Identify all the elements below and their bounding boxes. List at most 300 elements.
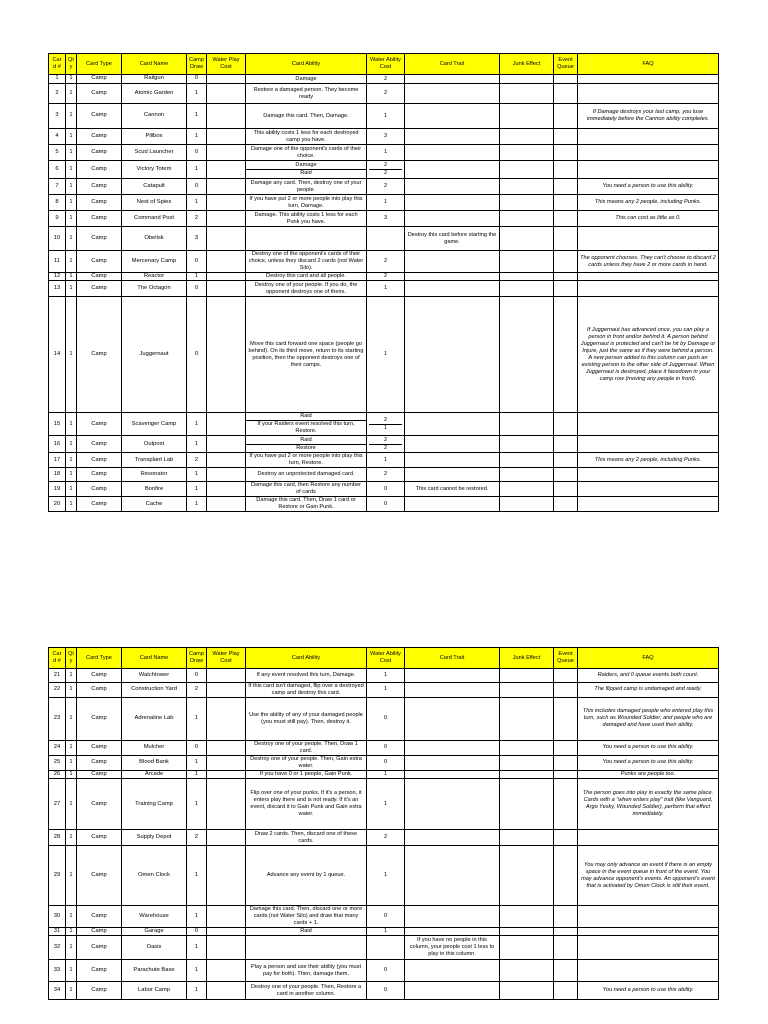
cell-card-type: Camp <box>77 779 122 830</box>
cell-camp-draw: 2 <box>187 453 207 468</box>
table-row <box>49 468 719 482</box>
cell-water-play-cost <box>207 936 246 960</box>
table-row <box>49 84 719 104</box>
cell-card-trait <box>405 161 500 179</box>
cell-card-name: Warehouse <box>122 906 187 928</box>
cell-card-type: Camp <box>77 84 122 104</box>
cell-camp-draw: 2 <box>187 830 207 846</box>
cell-card-ability: If you have put 2 or more people into play this turn, Restore. <box>246 453 367 468</box>
cell-faq <box>578 906 719 928</box>
cell-water-play-cost <box>207 297 246 413</box>
cell-water-ability-cost: 2 <box>367 830 405 846</box>
cell-qty: 1 <box>66 697 77 740</box>
cell-card-trait <box>405 453 500 468</box>
cell-event-queue <box>554 928 578 936</box>
table-row <box>49 251 719 273</box>
cell-card-type: Camp <box>77 211 122 227</box>
cell-card-num: 2 <box>49 84 66 104</box>
cell-faq: This includes damaged people who entered play this turn, such as Wounded Soldier, and people who are damaged and have used their ability. <box>578 697 719 740</box>
cell-card-num: 31 <box>49 928 66 936</box>
header-row <box>49 648 719 669</box>
cell-water-ability-cost: 0 <box>367 697 405 740</box>
cell-event-queue <box>554 497 578 512</box>
cell-card-ability: Destroy one of your people. Then, Draw 1 card. <box>246 740 367 755</box>
cell-event-queue <box>554 846 578 906</box>
cell-water-play-cost <box>207 468 246 482</box>
cell-card-name: Transplant Lab <box>122 453 187 468</box>
cell-card-trait <box>405 830 500 846</box>
cell-faq <box>578 161 719 179</box>
cell-card-num: 5 <box>49 145 66 161</box>
cell-card-trait <box>405 697 500 740</box>
cell-card-num: 13 <box>49 281 66 297</box>
cell-card-name: Railgun <box>122 75 187 84</box>
cell-card-name: Obelisk <box>122 227 187 251</box>
cell-card-type: Camp <box>77 75 122 84</box>
cell-junk-effect <box>500 453 554 468</box>
cell-card-ability: Destroy this card and all people. <box>246 273 367 281</box>
column-header-junk-effect: Junk Effect <box>500 54 554 75</box>
cell-card-trait <box>405 195 500 211</box>
cell-water-play-cost <box>207 697 246 740</box>
cell-qty: 1 <box>66 928 77 936</box>
cell-faq: You need a person to use this ability. <box>578 755 719 770</box>
cell-card-name: Labor Camp <box>122 982 187 1000</box>
column-header-card-type: Card Type <box>77 54 122 75</box>
table-row <box>49 436 719 453</box>
cell-camp-draw: 1 <box>187 846 207 906</box>
cell-card-num: 12 <box>49 273 66 281</box>
cell-card-type: Camp <box>77 740 122 755</box>
table-row <box>49 75 719 84</box>
cell-card-ability: Advance any event by 1 queue. <box>246 846 367 906</box>
cell-card-type: Camp <box>77 413 122 436</box>
table-row <box>49 755 719 770</box>
cell-water-ability-cost: 0 <box>367 906 405 928</box>
cell-event-queue <box>554 227 578 251</box>
cell-junk-effect <box>500 936 554 960</box>
column-header-camp-draw: Camp Draw <box>187 54 207 75</box>
cell-card-type: Camp <box>77 281 122 297</box>
cell-camp-draw: 1 <box>187 161 207 179</box>
cell-water-ability-cost: 1 <box>367 281 405 297</box>
column-header-card-trait: Card Trait <box>405 54 500 75</box>
cell-qty: 1 <box>66 297 77 413</box>
cell-junk-effect <box>500 468 554 482</box>
cell-qty: 1 <box>66 936 77 960</box>
cell-water-ability-cost: 2 <box>367 468 405 482</box>
table-row <box>49 497 719 512</box>
cell-camp-draw: 1 <box>187 84 207 104</box>
cell-card-ability: If you have put 2 or more people into play this turn, Damage. <box>246 195 367 211</box>
cell-card-num: 24 <box>49 740 66 755</box>
cell-event-queue <box>554 453 578 468</box>
column-header-water-play-cost: Water Play Cost <box>207 54 246 75</box>
cell-qty: 1 <box>66 468 77 482</box>
cell-faq <box>578 84 719 104</box>
cell-card-type: Camp <box>77 830 122 846</box>
cell-water-play-cost <box>207 195 246 211</box>
table-row <box>49 145 719 161</box>
cell-water-play-cost <box>207 75 246 84</box>
cell-event-queue <box>554 755 578 770</box>
table-row <box>49 211 719 227</box>
cell-water-ability-cost: 2 <box>367 84 405 104</box>
cell-card-type: Camp <box>77 497 122 512</box>
cell-faq <box>578 129 719 145</box>
cell-water-play-cost <box>207 251 246 273</box>
cell-card-trait <box>405 928 500 936</box>
table-row <box>49 982 719 1000</box>
cell-junk-effect <box>500 683 554 698</box>
cell-faq <box>578 413 719 436</box>
ability-line: If your Raiders event resolved this turn, Restore. <box>246 420 366 435</box>
cell-event-queue <box>554 297 578 413</box>
cell-card-type: Camp <box>77 755 122 770</box>
cell-water-ability-cost: 1 <box>367 145 405 161</box>
cell-junk-effect <box>500 84 554 104</box>
cell-card-trait: If you have no people in this column, your people cost 1 less to play in this column. <box>405 936 500 960</box>
cell-qty: 1 <box>66 683 77 698</box>
cell-card-ability: Damage this card. Then, Damage. <box>246 104 367 129</box>
cell-qty: 1 <box>66 227 77 251</box>
cell-event-queue <box>554 413 578 436</box>
cell-junk-effect <box>500 75 554 84</box>
cell-water-play-cost <box>207 755 246 770</box>
cell-water-play-cost <box>207 928 246 936</box>
cell-event-queue <box>554 669 578 683</box>
column-header-card-ability: Card Ability <box>246 648 367 669</box>
table-row <box>49 779 719 830</box>
cell-card-ability: Damage <box>246 75 367 84</box>
table-row <box>49 830 719 846</box>
cell-camp-draw: 1 <box>187 436 207 453</box>
cell-camp-draw: 1 <box>187 697 207 740</box>
ability-cost-line: 2 <box>369 169 402 177</box>
table-row <box>49 273 719 281</box>
cell-card-num: 6 <box>49 161 66 179</box>
cell-card-trait <box>405 846 500 906</box>
cell-event-queue <box>554 482 578 497</box>
cell-card-trait <box>405 297 500 413</box>
cell-card-num: 8 <box>49 195 66 211</box>
cell-camp-draw: 1 <box>187 482 207 497</box>
cell-card-ability: If any event resolved this turn, Damage. <box>246 669 367 683</box>
cell-water-play-cost <box>207 281 246 297</box>
cell-faq <box>578 482 719 497</box>
cell-water-play-cost <box>207 84 246 104</box>
cell-water-play-cost <box>207 211 246 227</box>
cell-water-play-cost <box>207 482 246 497</box>
cell-junk-effect <box>500 960 554 982</box>
cell-card-ability: If you have 0 or 1 people, Gain Punk. <box>246 770 367 778</box>
cell-water-ability-cost <box>367 161 405 179</box>
table-row <box>49 227 719 251</box>
cell-card-ability <box>246 436 367 453</box>
cell-camp-draw: 0 <box>187 145 207 161</box>
cell-water-play-cost <box>207 436 246 453</box>
cell-junk-effect <box>500 497 554 512</box>
table-row <box>49 697 719 740</box>
cell-card-trait <box>405 906 500 928</box>
cell-card-type: Camp <box>77 482 122 497</box>
cell-card-ability: Damage one of the opponent's cards of their choice. <box>246 145 367 161</box>
cell-faq: The flipped camp is undamaged and ready. <box>578 683 719 698</box>
cell-faq: The opponent chooses. They can't choose to discard 2 cards unless they have 2 or more cards in hand. <box>578 251 719 273</box>
table-row <box>49 195 719 211</box>
cell-faq: The person goes into play in exactly the same place. Cards with a "when enters play" trait (like Vanguard, Argo Yesky, Wounded Soldier), perform that effect immediately. <box>578 779 719 830</box>
cell-event-queue <box>554 779 578 830</box>
cell-card-trait <box>405 497 500 512</box>
table-row <box>49 740 719 755</box>
cell-card-name: Training Camp <box>122 779 187 830</box>
cell-card-num: 22 <box>49 683 66 698</box>
cell-card-num: 32 <box>49 936 66 960</box>
cell-water-ability-cost: 3 <box>367 129 405 145</box>
cell-card-type: Camp <box>77 468 122 482</box>
cell-camp-draw: 0 <box>187 669 207 683</box>
cell-card-trait <box>405 982 500 1000</box>
cell-card-type: Camp <box>77 227 122 251</box>
cell-junk-effect <box>500 770 554 778</box>
cell-junk-effect <box>500 928 554 936</box>
cell-card-num: 3 <box>49 104 66 129</box>
table-row <box>49 846 719 906</box>
card-table-page-1 <box>48 53 718 512</box>
cell-card-trait <box>405 104 500 129</box>
cell-junk-effect <box>500 740 554 755</box>
cell-card-num: 34 <box>49 982 66 1000</box>
column-header-card-type: Card Type <box>77 648 122 669</box>
cell-junk-effect <box>500 211 554 227</box>
cell-card-name: Construction Yard <box>122 683 187 698</box>
cell-camp-draw: 1 <box>187 936 207 960</box>
ability-cost-line: 2 <box>383 436 388 443</box>
cell-faq: This means any 2 people, including Punks. <box>578 195 719 211</box>
cell-card-num: 30 <box>49 906 66 928</box>
cell-card-name: Resonator <box>122 468 187 482</box>
cell-camp-draw: 1 <box>187 468 207 482</box>
cell-water-ability-cost: 1 <box>367 453 405 468</box>
cell-event-queue <box>554 982 578 1000</box>
cell-card-trait <box>405 755 500 770</box>
cell-water-play-cost <box>207 830 246 846</box>
cell-card-ability: Damage. This ability costs 1 less for each Punk you have. <box>246 211 367 227</box>
cell-card-trait <box>405 145 500 161</box>
cell-junk-effect <box>500 830 554 846</box>
cell-card-num: 7 <box>49 179 66 195</box>
cell-event-queue <box>554 830 578 846</box>
cell-water-ability-cost: 1 <box>367 104 405 129</box>
cell-water-play-cost <box>207 161 246 179</box>
cell-junk-effect <box>500 129 554 145</box>
cell-card-ability: Destroy an unprotected damaged card. <box>246 468 367 482</box>
cell-card-type: Camp <box>77 906 122 928</box>
card-table <box>48 53 719 512</box>
cell-water-play-cost <box>207 129 246 145</box>
cell-qty: 1 <box>66 75 77 84</box>
cell-card-type: Camp <box>77 453 122 468</box>
cell-card-type: Camp <box>77 129 122 145</box>
cell-water-play-cost <box>207 227 246 251</box>
cell-camp-draw: 1 <box>187 906 207 928</box>
cell-card-trait <box>405 129 500 145</box>
cell-junk-effect <box>500 982 554 1000</box>
cell-water-ability-cost: 1 <box>367 297 405 413</box>
ability-line: Restore <box>246 444 366 452</box>
cell-card-ability: Destroy one of the opponent's cards of their choice, unless they discard 2 cards (not Water Silo). <box>246 251 367 273</box>
cell-water-play-cost <box>207 453 246 468</box>
column-header-card-num: Card # <box>49 54 66 75</box>
ability-cost-line: 2 <box>383 416 388 423</box>
cell-water-ability-cost: 0 <box>367 482 405 497</box>
cell-junk-effect <box>500 906 554 928</box>
cell-card-num: 26 <box>49 770 66 778</box>
column-header-water-play-cost: Water Play Cost <box>207 648 246 669</box>
cell-card-ability <box>246 413 367 436</box>
cell-junk-effect <box>500 179 554 195</box>
cell-card-name: Supply Depot <box>122 830 187 846</box>
cell-card-trait <box>405 75 500 84</box>
card-table-page-2 <box>48 647 718 1000</box>
cell-junk-effect <box>500 669 554 683</box>
column-header-water-ability-cost: Water Ability Cost <box>367 648 405 669</box>
cell-card-num: 14 <box>49 297 66 413</box>
cell-water-ability-cost: 2 <box>367 251 405 273</box>
cell-water-ability-cost: 2 <box>367 273 405 281</box>
cell-water-ability-cost: 1 <box>367 669 405 683</box>
cell-card-ability: Destroy one of your people. Then, Restore a card in another column. <box>246 982 367 1000</box>
cell-junk-effect <box>500 297 554 413</box>
cell-junk-effect <box>500 779 554 830</box>
cell-card-num: 28 <box>49 830 66 846</box>
cell-camp-draw: 1 <box>187 779 207 830</box>
cell-faq <box>578 960 719 982</box>
cell-water-ability-cost: 2 <box>367 179 405 195</box>
cell-event-queue <box>554 179 578 195</box>
cell-event-queue <box>554 75 578 84</box>
cell-event-queue <box>554 195 578 211</box>
cell-camp-draw: 0 <box>187 179 207 195</box>
column-header-event-queue: Event Queue <box>554 54 578 75</box>
column-header-event-queue: Event Queue <box>554 648 578 669</box>
cell-junk-effect <box>500 227 554 251</box>
cell-card-trait <box>405 211 500 227</box>
cell-card-name: Arcade <box>122 770 187 778</box>
cell-card-type: Camp <box>77 697 122 740</box>
cell-qty: 1 <box>66 436 77 453</box>
cell-card-name: Juggernaut <box>122 297 187 413</box>
cell-card-name: Blood Bank <box>122 755 187 770</box>
cell-card-trait <box>405 179 500 195</box>
cell-faq: This means any 2 people, including Punks. <box>578 453 719 468</box>
cell-water-ability-cost <box>367 936 405 960</box>
cell-water-play-cost <box>207 982 246 1000</box>
cell-card-trait: This card cannot be restored. <box>405 482 500 497</box>
cell-qty: 1 <box>66 84 77 104</box>
cell-qty: 1 <box>66 740 77 755</box>
cell-water-ability-cost: 1 <box>367 683 405 698</box>
cell-water-ability-cost: 2 <box>367 75 405 84</box>
cell-water-play-cost <box>207 104 246 129</box>
cell-card-type: Camp <box>77 436 122 453</box>
table-row <box>49 297 719 413</box>
ability-line: Raid <box>246 169 366 177</box>
cell-water-play-cost <box>207 273 246 281</box>
cell-card-num: 29 <box>49 846 66 906</box>
cell-card-name: Omen Clock <box>122 846 187 906</box>
column-header-card-ability: Card Ability <box>246 54 367 75</box>
column-header-card-name: Card Name <box>122 54 187 75</box>
cell-faq <box>578 436 719 453</box>
cell-qty: 1 <box>66 779 77 830</box>
cell-event-queue <box>554 936 578 960</box>
ability-line: Raid <box>300 413 312 420</box>
cell-camp-draw: 0 <box>187 740 207 755</box>
cell-water-play-cost <box>207 770 246 778</box>
cell-card-trait <box>405 770 500 778</box>
cell-faq <box>578 830 719 846</box>
column-header-camp-draw: Camp Draw <box>187 648 207 669</box>
cell-event-queue <box>554 161 578 179</box>
cell-junk-effect <box>500 281 554 297</box>
column-header-card-num: Card # <box>49 648 66 669</box>
cell-event-queue <box>554 129 578 145</box>
cell-event-queue <box>554 770 578 778</box>
cell-card-ability <box>246 161 367 179</box>
cell-water-ability-cost <box>367 436 405 453</box>
cell-card-type: Camp <box>77 770 122 778</box>
cell-faq: You may only advance an event if there is an empty space in the event queue in front of the event. You may advance opponent's events. An opponent's event that is activated by Omen Clock is still their event. <box>578 846 719 906</box>
cell-junk-effect <box>500 413 554 436</box>
cell-card-trait <box>405 960 500 982</box>
cell-card-ability: Flip over one of your punks. If it's a person, it enters play there and is not ready. If it's an event, discard it to Gain Punk and Gain extra water. <box>246 779 367 830</box>
cell-card-ability: Damage this card. Then, Draw 1 card or Restore or Gain Punk. <box>246 497 367 512</box>
cell-faq: Raiders, and 0 queue events both count. <box>578 669 719 683</box>
cell-card-ability: Raid <box>246 928 367 936</box>
cell-event-queue <box>554 960 578 982</box>
cell-faq: You need a person to use this ability. <box>578 982 719 1000</box>
cell-card-num: 11 <box>49 251 66 273</box>
cell-qty: 1 <box>66 281 77 297</box>
cell-camp-draw: 1 <box>187 104 207 129</box>
cell-card-name: Mercenary Camp <box>122 251 187 273</box>
cell-card-type: Camp <box>77 145 122 161</box>
cell-faq <box>578 468 719 482</box>
cell-card-type: Camp <box>77 669 122 683</box>
cell-card-trait <box>405 84 500 104</box>
cell-card-type: Camp <box>77 195 122 211</box>
cell-qty: 1 <box>66 846 77 906</box>
cell-event-queue <box>554 104 578 129</box>
column-header-card-name: Card Name <box>122 648 187 669</box>
cell-junk-effect <box>500 145 554 161</box>
cell-card-num: 4 <box>49 129 66 145</box>
cell-card-trait <box>405 669 500 683</box>
cell-qty: 1 <box>66 906 77 928</box>
cell-qty: 1 <box>66 273 77 281</box>
cell-water-ability-cost: 0 <box>367 982 405 1000</box>
cell-card-trait <box>405 436 500 453</box>
cell-qty: 1 <box>66 497 77 512</box>
cell-water-play-cost <box>207 413 246 436</box>
cell-qty: 1 <box>66 830 77 846</box>
cell-event-queue <box>554 84 578 104</box>
table-row <box>49 906 719 928</box>
cell-water-play-cost <box>207 906 246 928</box>
cell-qty: 1 <box>66 982 77 1000</box>
cell-water-play-cost <box>207 497 246 512</box>
